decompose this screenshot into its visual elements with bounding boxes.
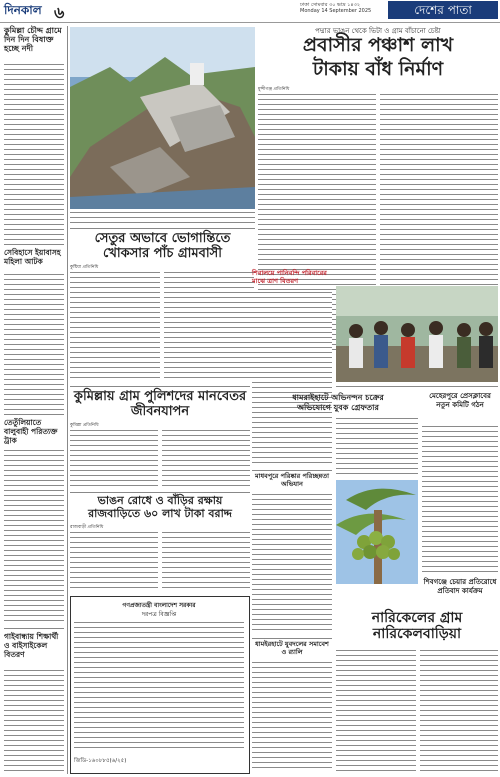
arrest-story-headline-line-2: অভিযোগে যুবক গ্রেফতার bbox=[297, 403, 379, 412]
left-story-3-body bbox=[4, 448, 64, 624]
dam-story-body-2 bbox=[162, 530, 250, 592]
tender-notice-code: জিডি-১৬০৮৮৫(৬/২৫) bbox=[74, 758, 127, 764]
relief-story-body bbox=[252, 290, 332, 466]
divider bbox=[252, 638, 332, 639]
river-erosion-image bbox=[70, 27, 255, 209]
divider bbox=[4, 244, 64, 245]
dam-story-headline-line-1: ভাঙন রোধে ও বাঁড়ির রক্ষায় bbox=[97, 494, 223, 507]
kumilla-story-body-1 bbox=[70, 428, 158, 488]
divider bbox=[252, 470, 332, 471]
left-story-3-headline: তেতুঁলিয়াতে বালুবাহী পরিত্যক্ত ট্রাক bbox=[4, 418, 58, 445]
coconut-story-body-1 bbox=[336, 648, 416, 772]
lead-photo bbox=[70, 27, 255, 209]
rally-story-headline: ধামইরহাটে যুবদলের সমাবেশ ও র‍্যালি bbox=[255, 640, 329, 656]
left-story-2-headline: সেবিহাসে ইয়াবাসহ মহিলা আটক bbox=[4, 248, 61, 266]
left-story-4-headline: গাইবান্ধায় শিক্ষার্থী ও বাইসাইকেল বিতরণ bbox=[4, 632, 59, 659]
kumilla-story-headline: কুমিল্লায় গ্রাম পুলিশদের মানবেতর জীবনযাপন bbox=[73, 389, 247, 419]
divider bbox=[70, 492, 250, 493]
newspaper-logo: দিনকাল bbox=[4, 3, 42, 17]
date-line bbox=[300, 2, 371, 14]
protest-story-headline: শিবগঞ্জে চেয়ার প্রতিরোধে প্রতিবাদ কার্যক্রম bbox=[423, 578, 497, 595]
lead-kicker: পদ্মার ভাঙন থেকে ভিটা ও গ্রাম বাঁচানো চেষ্টা bbox=[315, 27, 441, 35]
dam-story-byline: রাজবাড়ী প্রতিনিধি bbox=[70, 525, 104, 530]
group-photo-caption bbox=[336, 384, 498, 390]
coconut-story-body-2 bbox=[420, 648, 498, 772]
lead-byline: মুন্সীগঞ্জ প্রতিনিধি bbox=[258, 87, 290, 92]
committee-story-headline: মেহেরপুরে প্রেসক্লাবের নতুন কমিটি গঠন bbox=[429, 392, 491, 409]
column-rule bbox=[67, 26, 68, 774]
lead-headline-line-2: টাকায় বাঁধ নির্মাণ bbox=[312, 58, 444, 80]
rally-story-body bbox=[252, 660, 332, 772]
bridge-story-body-1 bbox=[70, 270, 160, 382]
divider bbox=[70, 228, 255, 229]
bridge-story-byline: কুষ্টিয়া প্রতিনিধি bbox=[70, 265, 99, 270]
tender-notice-title: গণপ্রজাতন্ত্রী বাংলাদেশ সরকার bbox=[122, 602, 196, 609]
bridge-story-body-2 bbox=[164, 270, 254, 382]
left-story-1-body bbox=[4, 62, 64, 240]
coconut-tree-image bbox=[336, 480, 418, 584]
coconut-story-headline-line-1: নারিকেলের গ্রাম bbox=[371, 610, 463, 626]
kumilla-story-body-2 bbox=[162, 428, 250, 488]
lead-headline-line-1: প্রবাসীর পঞ্চাশ লাখ bbox=[302, 34, 454, 56]
divider bbox=[4, 628, 64, 629]
coconut-story-headline-line-2: নারিকেলবাড়িয়া bbox=[372, 626, 462, 642]
madhabpur-story-body bbox=[252, 492, 332, 634]
date-english: Monday 14 September 2025 bbox=[300, 8, 372, 14]
section-label: দেশের পাতা bbox=[388, 1, 498, 19]
dam-story-headline-line-2: রাজবাড়িতে ৬০ লাখ টাকা বরাদ্দ bbox=[88, 507, 232, 520]
arrest-story-body bbox=[336, 416, 418, 476]
dam-story-body-1 bbox=[70, 530, 158, 592]
madhabpur-story-headline: মাধবপুরে পরিষ্কার পরিচ্ছন্নতা অভিযান bbox=[254, 472, 329, 488]
page-number: ৬ bbox=[54, 3, 65, 22]
bridge-story-headline: সেতুর অভাবে ভোগান্তিতে খোকসার পাঁচ গ্রামবাসী bbox=[94, 231, 231, 261]
committee-story-body bbox=[422, 424, 498, 574]
group-photo bbox=[336, 286, 498, 382]
left-story-4-body bbox=[4, 668, 64, 772]
tender-notice-subtitle: দরপত্র বিজ্ঞপ্তি bbox=[141, 611, 177, 618]
arrest-story-headline-line-1: ধামরাইহাটে অভিনন্দন চক্রের bbox=[292, 393, 384, 402]
date-bengali: ঢাকা সোমবার ৩০ ভাদ্র ১৪৩২ bbox=[300, 2, 361, 8]
left-story-2-body bbox=[4, 272, 64, 410]
divider bbox=[4, 414, 64, 415]
divider bbox=[70, 386, 250, 387]
relief-story-headline: শিবালয়ে পানিবন্দি পরিবারের মাঝে ত্রাণ বিতরণ bbox=[252, 269, 327, 285]
lead-photo-caption bbox=[70, 210, 255, 224]
left-story-1-headline: কুমিল্লা চৌদ্দ গ্রামে দিন দিন বিষাক্ত হচ্ছে নদী bbox=[4, 26, 62, 53]
kumilla-story-byline: কুমিল্লা প্রতিনিধি bbox=[70, 423, 99, 428]
coconut-photo bbox=[336, 480, 418, 584]
tender-notice-body bbox=[74, 620, 244, 750]
people-gathering-image bbox=[336, 286, 498, 382]
